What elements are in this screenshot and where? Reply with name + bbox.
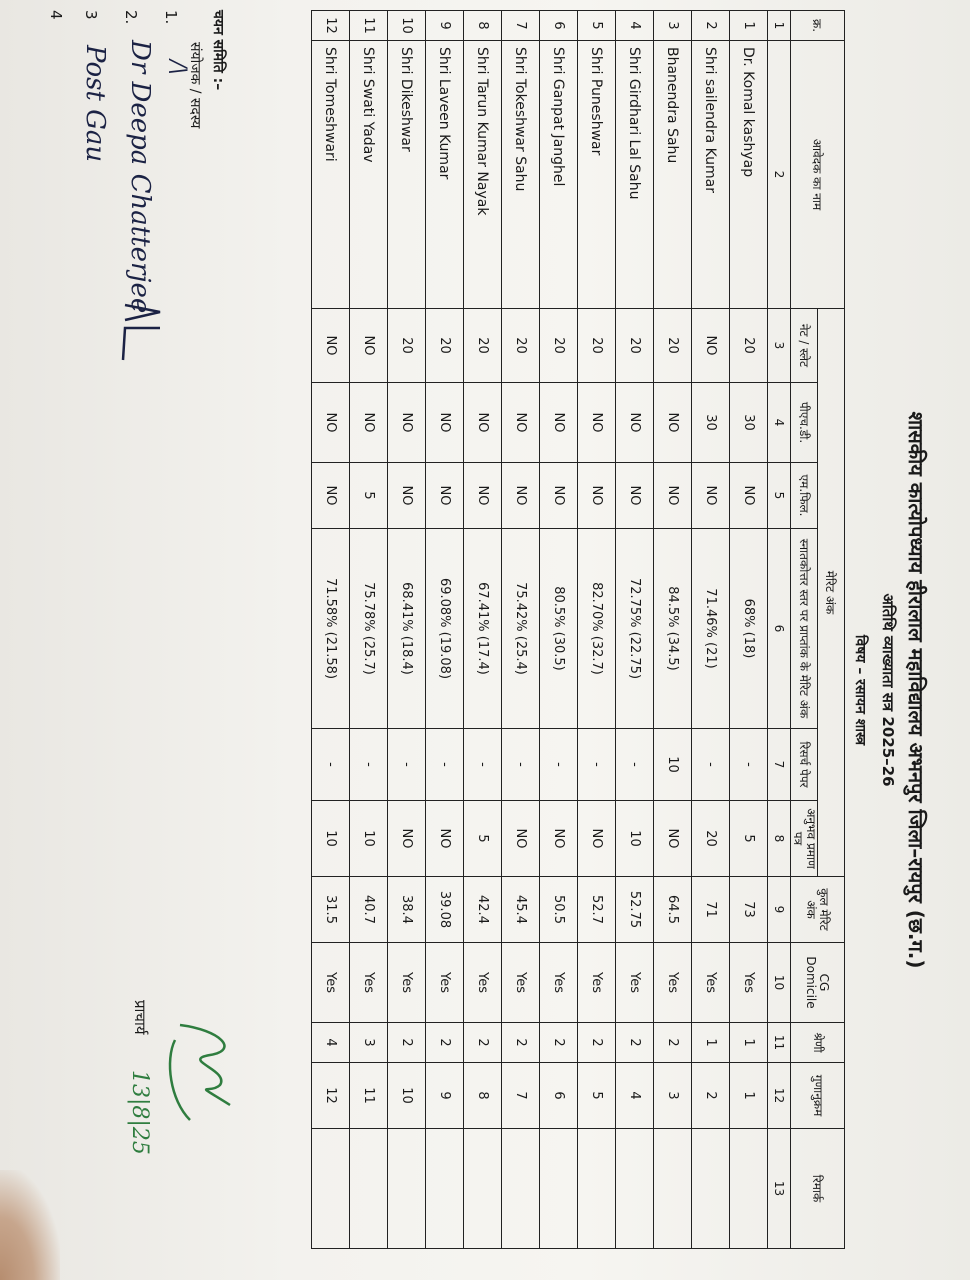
rank: 4 — [616, 1063, 654, 1129]
row-sno: 2 — [692, 11, 730, 41]
remark — [464, 1129, 502, 1249]
mphil-score: NO — [654, 463, 692, 529]
header-sno: क्र. — [791, 11, 845, 41]
col-num: 11 — [768, 1023, 791, 1063]
header-rank: गुणानुक्रम — [791, 1063, 845, 1129]
experience-cert: 5 — [730, 801, 768, 877]
col-num: 2 — [768, 41, 791, 309]
category: 2 — [502, 1023, 540, 1063]
row-sno: 9 — [426, 11, 464, 41]
net-score: 20 — [464, 309, 502, 383]
header-category: श्रेणी — [791, 1023, 845, 1063]
net-score: 20 — [426, 309, 464, 383]
table-row — [350, 11, 388, 1249]
remark — [730, 1129, 768, 1249]
committee-label: चयन समिति :– — [210, 10, 226, 91]
merit-table — [311, 10, 845, 1249]
cg-domicile: Yes — [312, 943, 350, 1023]
remark — [540, 1129, 578, 1249]
header-net: नेट / स्लेट — [791, 309, 818, 383]
pg-merit: 68.41% (18.4) — [388, 529, 426, 729]
cg-domicile: Yes — [426, 943, 464, 1023]
row-sno: 3 — [654, 11, 692, 41]
row-sno: 11 — [350, 11, 388, 41]
total-merit: 45.4 — [502, 877, 540, 943]
header-remark: रिमार्क — [791, 1129, 845, 1249]
row-sno: 6 — [540, 11, 578, 41]
net-score: 20 — [540, 309, 578, 383]
col-num: 12 — [768, 1063, 791, 1129]
net-score: NO — [692, 309, 730, 383]
col-num: 6 — [768, 529, 791, 729]
pg-merit: 68% (18) — [730, 529, 768, 729]
cg-domicile: Yes — [692, 943, 730, 1023]
category: 2 — [540, 1023, 578, 1063]
row-sno: 7 — [502, 11, 540, 41]
total-merit: 39.08 — [426, 877, 464, 943]
net-score: 20 — [654, 309, 692, 383]
applicant-name: Shri Swati Yadav — [350, 41, 388, 309]
research-paper: - — [578, 729, 616, 801]
total-merit: 52.7 — [578, 877, 616, 943]
phd-score: NO — [388, 383, 426, 463]
cg-domicile: Yes — [388, 943, 426, 1023]
principal-signature — [160, 1010, 250, 1130]
header-domicile: CG Domicile — [791, 943, 845, 1023]
research-paper: - — [502, 729, 540, 801]
net-score: 20 — [388, 309, 426, 383]
mphil-score: NO — [464, 463, 502, 529]
col-num: 3 — [768, 309, 791, 383]
experience-cert: 20 — [692, 801, 730, 877]
row-sno: 4 — [616, 11, 654, 41]
header-total: कुल मेरिट अंक — [791, 877, 845, 943]
cg-domicile: Yes — [502, 943, 540, 1023]
total-merit: 40.7 — [350, 877, 388, 943]
col-num: 5 — [768, 463, 791, 529]
pg-merit: 71.58% (21.58) — [312, 529, 350, 729]
table-row — [540, 11, 578, 1249]
pg-merit: 82.70% (32.7) — [578, 529, 616, 729]
row-sno: 10 — [388, 11, 426, 41]
table-row — [464, 11, 502, 1249]
mphil-score: NO — [616, 463, 654, 529]
member-1-signature: /\ — [165, 60, 190, 75]
remark — [426, 1129, 464, 1249]
mphil-score: NO — [502, 463, 540, 529]
applicant-name: Shri Tarun Kumar Nayak — [464, 41, 502, 309]
net-score: 20 — [730, 309, 768, 383]
applicant-name: Shri Laveen Kumar — [426, 41, 464, 309]
header-pg: स्नातकोत्तर स्तर पर प्राप्तांक के मेरिट अंक — [791, 529, 818, 729]
experience-cert: 10 — [350, 801, 388, 877]
category: 2 — [388, 1023, 426, 1063]
applicant-name: Shri Dikeshwar — [388, 41, 426, 309]
col-num: 4 — [768, 383, 791, 463]
category: 4 — [312, 1023, 350, 1063]
remark — [692, 1129, 730, 1249]
mphil-score: NO — [730, 463, 768, 529]
column-number-row — [768, 11, 791, 1249]
table-row — [692, 11, 730, 1249]
research-paper: 10 — [654, 729, 692, 801]
mphil-score: NO — [388, 463, 426, 529]
table-row — [730, 11, 768, 1249]
rank: 1 — [730, 1063, 768, 1129]
member-2-signature: Dr Deepa Chatterjee — [125, 40, 155, 314]
remark — [312, 1129, 350, 1249]
header-phd: पीएच.डी. — [791, 383, 818, 463]
principal-label: प्राचार्य — [131, 1000, 149, 1035]
committee-subtitle: संयोजक / सदस्य — [187, 42, 203, 129]
total-merit: 42.4 — [464, 877, 502, 943]
cg-domicile: Yes — [350, 943, 388, 1023]
applicant-name: Shri sailendra Kumar — [692, 41, 730, 309]
remark — [616, 1129, 654, 1249]
row-sno: 1 — [730, 11, 768, 41]
remark — [502, 1129, 540, 1249]
rank: 11 — [350, 1063, 388, 1129]
net-score: NO — [312, 309, 350, 383]
mphil-score: NO — [312, 463, 350, 529]
total-merit: 52.75 — [616, 877, 654, 943]
row-sno: 8 — [464, 11, 502, 41]
col-num: 10 — [768, 943, 791, 1023]
cg-domicile: Yes — [616, 943, 654, 1023]
member-4-number: 4 — [47, 10, 65, 20]
header-mphil: एम.फिल. — [791, 463, 818, 529]
pg-merit: 84.5% (34.5) — [654, 529, 692, 729]
total-merit: 64.5 — [654, 877, 692, 943]
pg-merit: 75.78% (25.7) — [350, 529, 388, 729]
row-sno: 5 — [578, 11, 616, 41]
phd-score: NO — [540, 383, 578, 463]
principal-date: 13|8|25 — [127, 1070, 152, 1155]
research-paper: - — [426, 729, 464, 801]
member-2-number: 2. — [122, 10, 140, 25]
experience-cert: NO — [654, 801, 692, 877]
remark — [350, 1129, 388, 1249]
mphil-score: 5 — [350, 463, 388, 529]
cg-domicile: Yes — [578, 943, 616, 1023]
header-name: आवेदक का नाम — [791, 41, 845, 309]
total-merit: 38.4 — [388, 877, 426, 943]
row-sno: 12 — [312, 11, 350, 41]
total-merit: 73 — [730, 877, 768, 943]
category: 1 — [730, 1023, 768, 1063]
research-paper: - — [616, 729, 654, 801]
rank: 3 — [654, 1063, 692, 1129]
rank: 10 — [388, 1063, 426, 1129]
remark — [654, 1129, 692, 1249]
category: 2 — [464, 1023, 502, 1063]
research-paper: - — [730, 729, 768, 801]
pg-merit: 75.42% (25.4) — [502, 529, 540, 729]
rank: 12 — [312, 1063, 350, 1129]
experience-cert: 10 — [312, 801, 350, 877]
experience-cert: NO — [388, 801, 426, 877]
cg-domicile: Yes — [730, 943, 768, 1023]
applicant-name: Shri Puneshwar — [578, 41, 616, 309]
applicant-name: Shri Girdhari Lal Sahu — [616, 41, 654, 309]
phd-score: NO — [426, 383, 464, 463]
pg-merit: 71.46% (21) — [692, 529, 730, 729]
experience-cert: 5 — [464, 801, 502, 877]
col-num: 8 — [768, 801, 791, 877]
research-paper: - — [312, 729, 350, 801]
pg-merit: 69.08% (19.08) — [426, 529, 464, 729]
mphil-score: NO — [540, 463, 578, 529]
pg-merit: 67.41% (17.4) — [464, 529, 502, 729]
table-row — [616, 11, 654, 1249]
pg-merit: 80.5% (30.5) — [540, 529, 578, 729]
phd-score: 30 — [730, 383, 768, 463]
phd-score: NO — [502, 383, 540, 463]
rank: 5 — [578, 1063, 616, 1129]
experience-cert: NO — [426, 801, 464, 877]
category: 2 — [426, 1023, 464, 1063]
applicant-name: Bhanendra Sahu — [654, 41, 692, 309]
net-score: 20 — [502, 309, 540, 383]
table-row — [502, 11, 540, 1249]
phd-score: NO — [654, 383, 692, 463]
table-row — [426, 11, 464, 1249]
category: 2 — [616, 1023, 654, 1063]
subject-title: विषय – रसायन शास्त्र — [852, 634, 868, 746]
member-3-number: 3 — [82, 10, 100, 20]
rank: 7 — [502, 1063, 540, 1129]
phd-score: 30 — [692, 383, 730, 463]
header-merit-group: मेरिट अंक — [818, 309, 845, 877]
rank: 9 — [426, 1063, 464, 1129]
mphil-score: NO — [578, 463, 616, 529]
col-num: 7 — [768, 729, 791, 801]
member-2-initials — [115, 300, 165, 380]
col-num: 9 — [768, 877, 791, 943]
experience-cert: NO — [540, 801, 578, 877]
applicant-name: Shri Tokeshwar Sahu — [502, 41, 540, 309]
member-3-signature: Post Gau — [80, 45, 110, 163]
applicant-name: Shri Tomeshwari — [312, 41, 350, 309]
remark — [578, 1129, 616, 1249]
experience-cert: 10 — [616, 801, 654, 877]
applicant-name: Dr. Komal kashyap — [730, 41, 768, 309]
rank: 8 — [464, 1063, 502, 1129]
total-merit: 50.5 — [540, 877, 578, 943]
phd-score: NO — [350, 383, 388, 463]
research-paper: - — [540, 729, 578, 801]
col-num: 13 — [768, 1129, 791, 1249]
research-paper: - — [388, 729, 426, 801]
category: 2 — [654, 1023, 692, 1063]
header-research: रिसर्च पेपर — [791, 729, 818, 801]
member-1-number: 1. — [162, 10, 180, 25]
table-row — [312, 11, 350, 1249]
applicant-name: Shri Ganpat Janghel — [540, 41, 578, 309]
phd-score: NO — [312, 383, 350, 463]
phd-score: NO — [464, 383, 502, 463]
total-merit: 31.5 — [312, 877, 350, 943]
table-row — [654, 11, 692, 1249]
cg-domicile: Yes — [540, 943, 578, 1023]
net-score: NO — [350, 309, 388, 383]
header-exp: अनुभव प्रमाण पत्र — [791, 801, 818, 877]
research-paper: - — [692, 729, 730, 801]
category: 3 — [350, 1023, 388, 1063]
cg-domicile: Yes — [654, 943, 692, 1023]
experience-cert: NO — [502, 801, 540, 877]
phd-score: NO — [616, 383, 654, 463]
category: 1 — [692, 1023, 730, 1063]
remark — [388, 1129, 426, 1249]
table-row — [388, 11, 426, 1249]
college-title: शासकीय कात्योपध्याय हीरालाल महाविद्यालय अभनपुर जिला–रायपुर (छ.ग.) — [904, 411, 928, 969]
phd-score: NO — [578, 383, 616, 463]
net-score: 20 — [578, 309, 616, 383]
mphil-score: NO — [692, 463, 730, 529]
rank: 2 — [692, 1063, 730, 1129]
session-title: अतिथि व्याख्याता सत्र 2025–26 — [879, 593, 897, 787]
mphil-score: NO — [426, 463, 464, 529]
total-merit: 71 — [692, 877, 730, 943]
category: 2 — [578, 1023, 616, 1063]
pg-merit: 72.75% (22.75) — [616, 529, 654, 729]
table-row — [578, 11, 616, 1249]
net-score: 20 — [616, 309, 654, 383]
research-paper: - — [464, 729, 502, 801]
rank: 6 — [540, 1063, 578, 1129]
cg-domicile: Yes — [464, 943, 502, 1023]
col-num: 1 — [768, 11, 791, 41]
research-paper: - — [350, 729, 388, 801]
experience-cert: NO — [578, 801, 616, 877]
